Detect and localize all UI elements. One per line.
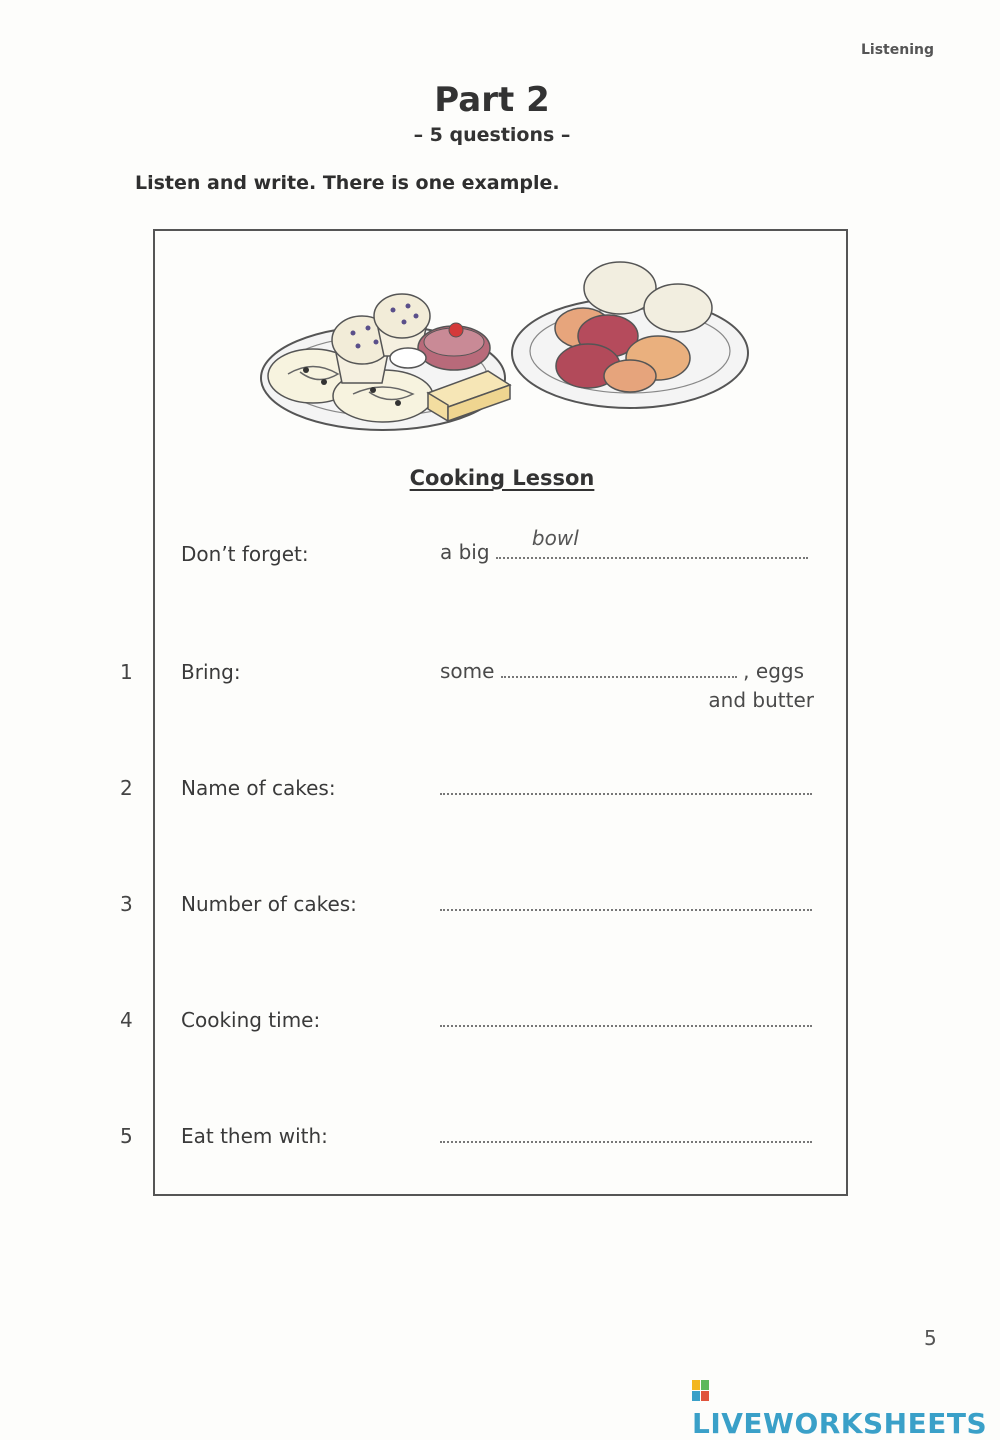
page-number: 5: [924, 1326, 937, 1350]
cakes-illustration: [258, 258, 758, 438]
question-3-answer-field[interactable]: [440, 893, 812, 911]
example-prefix: a big: [440, 540, 490, 564]
question-number: 4: [120, 1008, 133, 1032]
question-4-answer-field[interactable]: [440, 1009, 812, 1027]
question-1-answer-area: [440, 659, 814, 683]
question-number: 5: [120, 1124, 133, 1148]
page-title: Part 2: [434, 80, 550, 120]
question-number: 3: [120, 892, 133, 916]
question-number: 1: [120, 660, 133, 684]
question-2-answer-field[interactable]: [440, 777, 812, 795]
brand-logo[interactable]: [692, 1374, 1000, 1440]
section-label: Listening: [861, 42, 934, 58]
liveworksheets-icon: [692, 1380, 710, 1402]
question-5-answer-area: [440, 1124, 814, 1148]
example-label: Don’t forget:: [181, 542, 309, 566]
lesson-title: Cooking Lesson: [409, 466, 595, 490]
question-4-answer-area: [440, 1008, 814, 1032]
question-label: Eat them with:: [181, 1124, 328, 1148]
example-answer: bowl: [531, 526, 579, 550]
page-subtitle: – 5 questions –: [413, 124, 571, 146]
question-label: Cooking time:: [181, 1008, 321, 1032]
question-label: Name of cakes:: [181, 776, 336, 800]
question-1-prefix: some: [440, 659, 495, 683]
example-answer-area: [440, 526, 814, 564]
question-2-answer-area: [440, 776, 814, 800]
question-number: 2: [120, 776, 133, 800]
question-label: Bring:: [181, 660, 241, 684]
question-1-suffix2: and butter: [708, 688, 814, 712]
question-1-suffix: , eggs: [743, 659, 805, 683]
question-5-answer-field[interactable]: [440, 1125, 812, 1143]
question-1-answer-field[interactable]: [501, 660, 737, 678]
instructions: Listen and write. There is one example.: [135, 172, 560, 194]
question-1-suffix-line: [440, 688, 814, 712]
question-3-answer-area: [440, 892, 814, 916]
question-label: Number of cakes:: [181, 892, 357, 916]
brand-name: LIVEWORKSHEETS: [692, 1407, 988, 1440]
